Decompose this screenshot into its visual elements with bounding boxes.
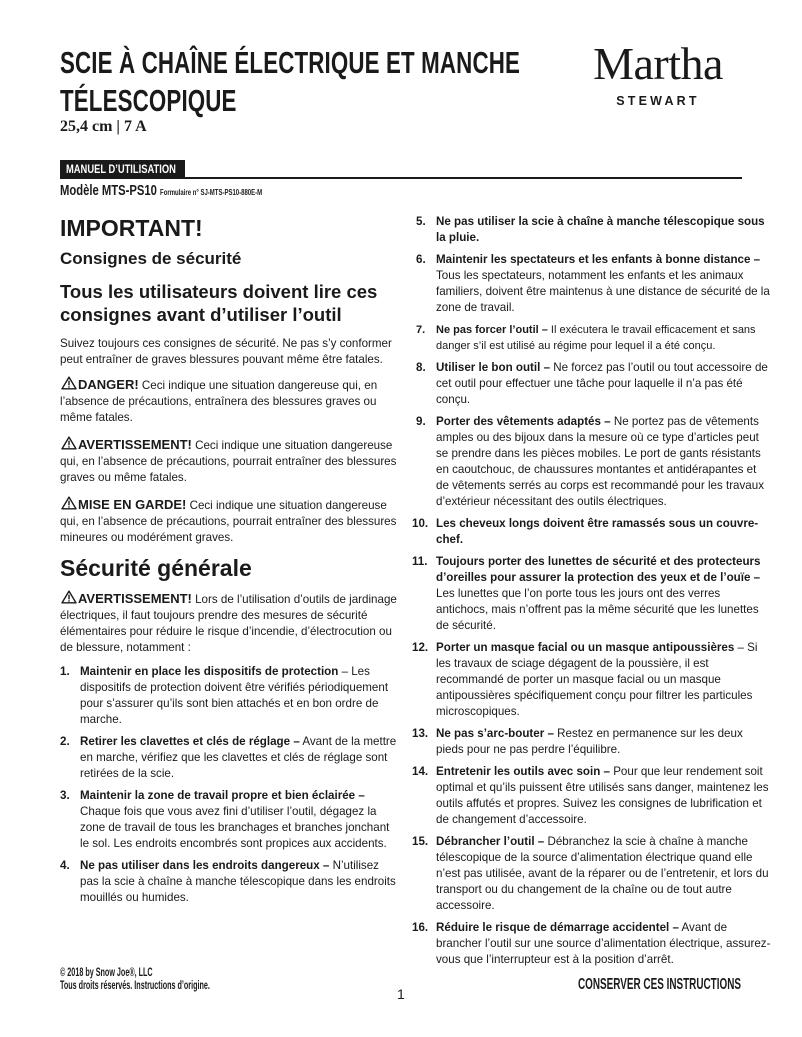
list-item-title: Ne pas utiliser dans les endroits dangereux – xyxy=(80,859,330,872)
list-item xyxy=(412,640,772,720)
model-line xyxy=(60,182,330,201)
warning-triangle-icon xyxy=(60,436,78,450)
warning-triangle-icon xyxy=(60,590,78,604)
list-item-number: 5. xyxy=(416,215,426,228)
list-item-title: Réduire le risque de démarrage accidentel – xyxy=(436,921,679,934)
list-item xyxy=(412,920,772,968)
list-item-text: Chaque fois que vous avez fini d’utiliser l’outil, dégagez la zone de travail de tous les branchages et branches jonchant le sol. Les endroits encombrés sont propices aux accidents. xyxy=(80,805,390,850)
list-item xyxy=(412,516,772,548)
general-warning-paragraph xyxy=(60,590,398,656)
list-item xyxy=(416,252,772,316)
list-item xyxy=(60,858,398,906)
warning-text: Lors de l’utilisation d’outils de jardinage électriques, il faut toujours prendre des mesures de sécurité élémentaires pour réduire le risque d’incendie, d’électrocution ou de blessure, notamment : xyxy=(60,593,397,654)
caution-paragraph xyxy=(60,496,398,546)
list-item-number: 2. xyxy=(60,735,70,748)
safety-list-right xyxy=(412,214,772,968)
copyright-block xyxy=(60,966,310,992)
list-item-title: Maintenir les spectateurs et les enfants à bonne distance – xyxy=(436,253,761,266)
manual-label-text: MANUEL D’UTILISATION xyxy=(66,162,176,176)
list-item xyxy=(416,414,772,510)
warning-label: MISE EN GARDE! xyxy=(78,497,187,512)
title-line-1: SCIE À CHAÎNE ÉLECTRIQUE ET MANCHE xyxy=(60,45,521,80)
list-item-text: Il exécutera le travail efficacement et sans danger s’il est utilisé au régime pour lequel il a été conçu. xyxy=(436,324,756,352)
product-specs: 25,4 cm | 7 A xyxy=(60,118,147,135)
general-safety-heading: Sécurité générale xyxy=(60,555,252,581)
rights-reserved: Tous droits réservés. Instructions d’origine. xyxy=(60,978,210,992)
warning-text: Ceci indique une situation dangereuse qui, en l’absence de précautions, pourrait entraîner des blessures mineures ou modérément graves. xyxy=(60,499,397,544)
list-item-text: Ne portez pas de vêtements amples ou des bijoux dans la mesure où ce type d’articles peut se prendre dans les pièces mobiles. Le port de gants résistants en caoutchouc, de chaussures montantes et antidérapantes et de vêtements serrés au corps est recommandé pour les travaux d’extérieur nécessitant des outils électriques. xyxy=(436,415,764,508)
list-item-title: Les cheveux longs doivent être ramassés sous un couvre-chef. xyxy=(436,517,759,546)
title-line-2: TÉLESCOPIQUE xyxy=(60,83,237,118)
list-item xyxy=(412,764,772,828)
warning-paragraph xyxy=(60,436,398,486)
list-item xyxy=(412,554,772,634)
list-item-number: 9. xyxy=(416,415,426,428)
read-instructions-heading: Tous les utilisateurs doivent lire ces consignes avant d’utiliser l’outil xyxy=(60,281,378,325)
warning-text: Ceci indique une situation dangereuse qui, en l’absence de précautions, pourrait entraîner des blessures graves ou même fatales. xyxy=(60,439,397,484)
list-item-text: Ne forcez pas l’outil ou tout accessoire de cet outil pour effectuer une tâche pour laquelle il n’a pas été conçu. xyxy=(436,361,768,406)
list-item xyxy=(416,322,772,354)
brand-logo-stewart: STEWART xyxy=(616,94,700,108)
list-item-number: 1. xyxy=(60,665,70,678)
safety-list-left xyxy=(60,664,398,906)
list-item-number: 11. xyxy=(412,555,428,568)
intro-paragraph: Suivez toujours ces consignes de sécurité. Ne pas s’y conformer peut entraîner de graves blessures pouvant même être fatales. xyxy=(60,337,392,366)
list-item-text: Débranchez la scie à chaîne à manche télescopique de la source d’alimentation électrique quand elle n’est pas utilisée, avant de la réparer ou de l’entretenir, et lors du transport ou du changement de la chaîne ou de tout autre accessoire. xyxy=(436,835,769,912)
list-item-title: Retirer les clavettes et clés de réglage – xyxy=(80,735,300,748)
list-item-text: Les lunettes que l’on porte tous les jours ont des verres antichocs, mais n’offrent pas la même sécurité que les lunettes de sécurité. xyxy=(436,587,759,632)
list-item-number: 16. xyxy=(412,921,429,934)
list-item-title: Ne pas forcer l’outil – xyxy=(436,324,548,336)
page-number: 1 xyxy=(397,986,405,1002)
warning-text: Ceci indique une situation dangereuse qui, en l’absence de précautions, entraînera des blessures graves ou même fatales. xyxy=(60,379,378,424)
list-item-title: Porter un masque facial ou un masque antipoussières xyxy=(436,641,735,654)
copyright: © 2018 by Snow Joe®, LLC xyxy=(60,965,153,979)
list-item xyxy=(60,788,398,852)
list-item xyxy=(60,734,398,782)
list-item xyxy=(412,834,772,914)
warning-label: AVERTISSEMENT! xyxy=(78,591,192,606)
list-item-title: Entretenir les outils avec soin – xyxy=(436,765,610,778)
list-item-title: Toujours porter des lunettes de sécurité et des protecteurs d’oreilles pour assurer la protection des yeux et de l’ouïe – xyxy=(436,555,761,584)
warning-triangle-icon xyxy=(60,376,78,390)
keep-instructions-text: CONSERVER CES INSTRUCTIONS xyxy=(578,976,741,993)
keep-instructions xyxy=(578,976,802,994)
list-item-title: Porter des vêtements adaptés – xyxy=(436,415,611,428)
list-item xyxy=(416,214,772,246)
warning-label: DANGER! xyxy=(78,377,139,392)
list-item-number: 6. xyxy=(416,253,426,266)
brand-logo-martha: Martha xyxy=(593,38,723,89)
list-item-number: 12. xyxy=(412,641,429,654)
danger-paragraph xyxy=(60,376,398,426)
list-item-text: N’utilisez pas la scie à chaîne à manche télescopique dans les endroits mouillés ou humides. xyxy=(80,859,396,904)
important-heading: IMPORTANT! xyxy=(60,215,203,241)
list-item-text: Avant de la mettre en marche, vérifiez que les clavettes et clés de réglage sont retirées de la scie. xyxy=(80,735,397,780)
list-item-title: Utiliser le bon outil – xyxy=(436,361,551,374)
list-item-number: 13. xyxy=(412,727,429,740)
list-item-number: 7. xyxy=(416,324,426,336)
list-item-text: Pour que leur rendement soit optimal et qu’ils puissent être utilisés sans danger, maintenez les outils affutés et propres. Suivez les consignes de lubrification et de changement d’accessoire. xyxy=(436,765,769,826)
header-divider xyxy=(60,177,742,179)
list-item-number: 8. xyxy=(416,361,426,374)
warning-triangle-icon xyxy=(60,496,78,510)
list-item-title: Ne pas utiliser la scie à chaîne à manche télescopique sous la pluie. xyxy=(436,215,765,244)
list-item xyxy=(412,726,772,758)
list-item-title: Débrancher l’outil – xyxy=(436,835,545,848)
manual-label xyxy=(60,160,185,178)
list-item-text: Restez en permanence sur les deux pieds pour ne pas perdre l’équilibre. xyxy=(436,727,743,756)
list-item-number: 15. xyxy=(412,835,429,848)
form-number: Formulaire n° SJ-MTS-PS10-880E-M xyxy=(160,188,263,197)
list-item xyxy=(60,664,398,728)
model-number: Modèle MTS-PS10 xyxy=(60,182,157,199)
list-item-number: 10. xyxy=(412,517,429,530)
list-item-number: 3. xyxy=(60,789,70,802)
list-item-title: Ne pas s’arc-bouter – xyxy=(436,727,554,740)
list-item-text: – Les dispositifs de protection doivent être vérifiés périodiquement pour s’assurer qu’ils sont bien attachés et en bon ordre de marche. xyxy=(80,665,389,726)
warning-label: AVERTISSEMENT! xyxy=(78,437,192,452)
list-item-title: Maintenir en place les dispositifs de protection xyxy=(80,665,339,678)
left-column xyxy=(60,214,398,906)
list-item-number: 14. xyxy=(412,765,429,778)
list-item-text: – Si les travaux de sciage dégagent de la poussière, il est recommandé de porter un masque facial ou un masque antipoussières spécifiquement conçu pour filtrer les particules microscopiques. xyxy=(436,641,758,718)
safety-subheading: Consignes de sécurité xyxy=(60,249,242,268)
list-item-text: Avant de brancher l’outil sur une source d’alimentation électrique, assurez-vous que l’interrupteur est à la position d’arrêt. xyxy=(436,921,771,966)
list-item-number: 4. xyxy=(60,859,70,872)
list-item xyxy=(416,360,772,408)
list-item-title: Maintenir la zone de travail propre et bien éclairée – xyxy=(80,789,365,802)
list-item-text: Tous les spectateurs, notamment les enfants et les animaux familiers, doivent être maintenus à une distance de sécurité de la zone de travail. xyxy=(436,269,770,314)
